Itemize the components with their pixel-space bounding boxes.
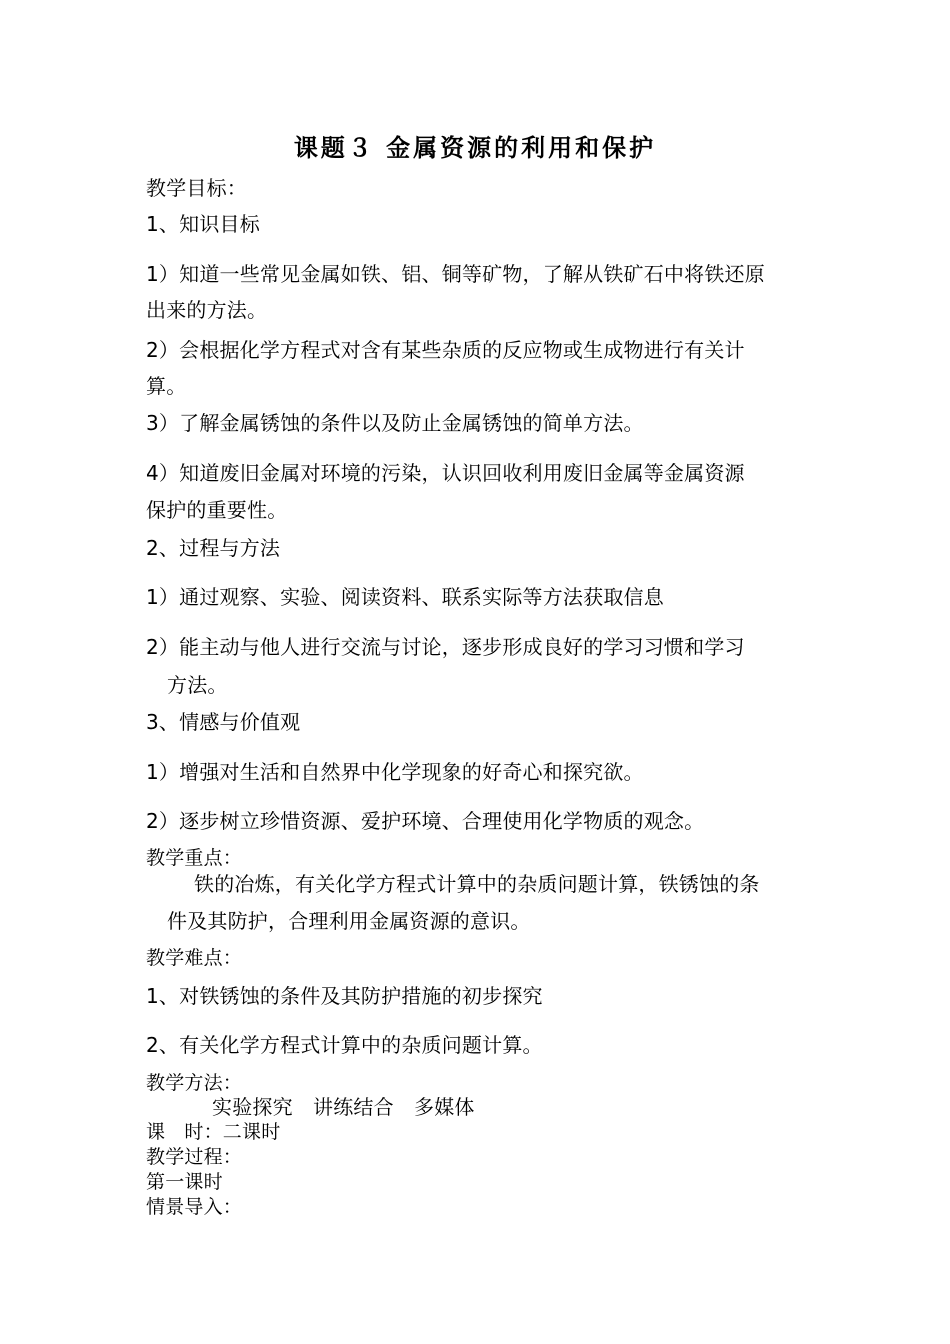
key-points-line-1: 铁的冶炼，有关化学方程式计算中的杂质问题计算，铁锈蚀的条 (194, 872, 760, 896)
process-heading: 2、过程与方法 (146, 536, 281, 560)
knowledge-item-1-line-1: 1）知道一些常见金属如铁、铝、铜等矿物，了解从铁矿石中将铁还原 (146, 262, 765, 286)
knowledge-item-3: 3）了解金属锈蚀的条件以及防止金属锈蚀的简单方法。 (146, 411, 644, 435)
key-points-line-2: 件及其防护，合理利用金属资源的意识。 (167, 909, 531, 933)
process-section-heading: 教学过程： (146, 1146, 243, 1168)
knowledge-item-4-line-1: 4）知道废旧金属对环境的污染，认识回收利用废旧金属等金属资源 (146, 461, 745, 485)
emotion-item-2: 2）逐步树立珍惜资源、爱护环境、合理使用化学物质的观念。 (146, 809, 705, 833)
knowledge-item-4-line-2: 保护的重要性。 (146, 498, 288, 522)
difficulties-heading: 教学难点： (146, 947, 243, 969)
emotion-heading: 3、情感与价值观 (146, 710, 301, 734)
knowledge-item-1-line-2: 出来的方法。 (146, 298, 268, 322)
difficulties-item-1: 1、对铁锈蚀的条件及其防护措施的初步探究 (146, 984, 543, 1008)
page-title: 课题３ 金属资源的利用和保护 (293, 133, 657, 162)
process-item-2-line-2: 方法。 (167, 673, 228, 697)
difficulties-item-2: 2、有关化学方程式计算中的杂质问题计算。 (146, 1033, 543, 1057)
duration: 课 时：二课时 (146, 1121, 281, 1143)
process-item-1: 1）通过观察、实验、阅读资料、联系实际等方法获取信息 (146, 585, 664, 609)
process-item-2-line-1: 2）能主动与他人进行交流与讨论，逐步形成良好的学习习惯和学习 (146, 635, 745, 659)
emotion-item-1: 1）增强对生活和自然界中化学现象的好奇心和探究欲。 (146, 760, 644, 784)
methods-heading: 教学方法： (146, 1072, 243, 1094)
methods-content: 实验探究 讲练结合 多媒体 (212, 1095, 475, 1119)
objectives-heading: 教学目标： (146, 176, 247, 200)
knowledge-heading: 1、知识目标 (146, 212, 260, 236)
intro-label: 情景导入： (146, 1196, 243, 1218)
lesson-label: 第一课时 (146, 1171, 223, 1193)
knowledge-item-2-line-1: 2）会根据化学方程式对含有某些杂质的反应物或生成物进行有关计 (146, 338, 745, 362)
knowledge-item-2-line-2: 算。 (146, 374, 187, 398)
key-points-heading: 教学重点： (146, 847, 243, 869)
